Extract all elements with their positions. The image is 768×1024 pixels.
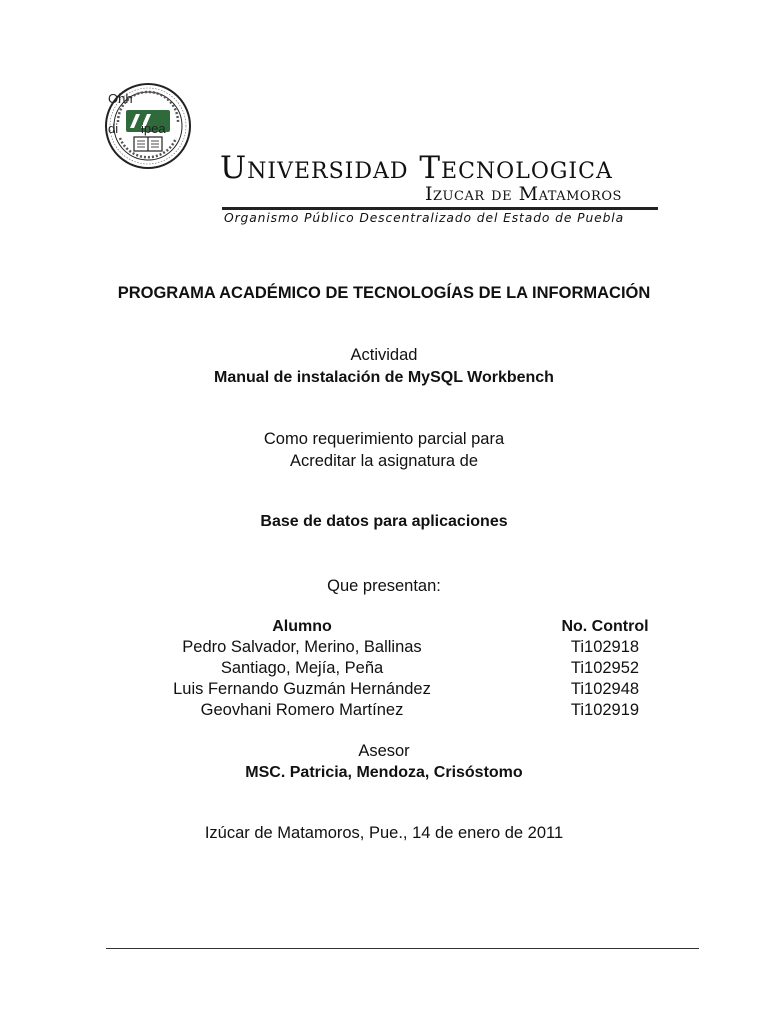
student-name: Luis Fernando Guzmán Hernández <box>173 680 431 698</box>
requirement-line-1: Como requerimiento parcial para <box>263 430 505 448</box>
column-header-control: No. Control <box>561 618 649 635</box>
university-tagline: Organismo Público Descentralizado del Estado de Puebla <box>224 211 625 225</box>
seal-overlay-text: ipea <box>141 121 166 136</box>
student-name: Santiago, Mejía, Peña <box>220 659 384 677</box>
letterhead-rule <box>222 207 658 210</box>
student-control-number: Ti102919 <box>570 701 640 719</box>
activity-title: Manual de instalación de MySQL Workbench <box>214 369 554 386</box>
student-name: Geovhani Romero Martínez <box>200 701 404 719</box>
student-control-number: Ti102918 <box>570 638 640 656</box>
footer-rule <box>106 948 699 949</box>
program-title: PROGRAMA ACADÉMICO DE TECNOLOGÍAS DE LA INFORMACIÓN <box>117 284 651 302</box>
presenters-intro: Que presentan: <box>327 577 441 595</box>
advisor-name: MSC. Patricia, Mendoza, Crisóstomo <box>245 764 523 781</box>
place-and-date: Izúcar de Matamoros, Pue., 14 de enero de 2011 <box>204 824 564 842</box>
seal-overlay-text: di <box>108 121 119 136</box>
student-name: Pedro Salvador, Merino, Ballinas <box>182 638 422 656</box>
student-control-number: Ti102948 <box>570 680 640 698</box>
university-campus: Izucar de Matamoros <box>425 183 622 205</box>
column-header-student: Alumno <box>272 618 332 635</box>
advisor-label: Asesor <box>358 742 410 760</box>
subject-title: Base de datos para aplicaciones <box>260 513 508 530</box>
university-name: Universidad Tecnologica <box>220 150 613 186</box>
seal-overlay-text: Ohh <box>108 91 133 106</box>
requirement-line-2: Acreditar la asignatura de <box>289 452 479 470</box>
student-control-number: Ti102952 <box>570 659 640 677</box>
activity-label: Actividad <box>350 346 418 364</box>
